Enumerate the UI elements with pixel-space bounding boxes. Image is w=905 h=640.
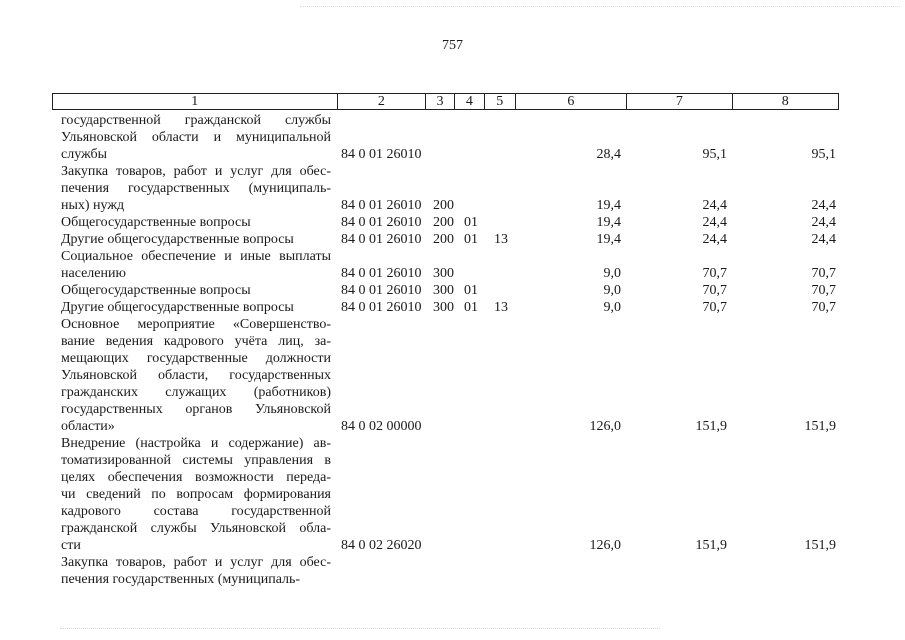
row-col-5: 13 [494, 300, 508, 315]
table-row [0, 214, 905, 231]
scan-noise-bottom [60, 628, 660, 629]
description-line: службы [61, 147, 108, 162]
description-line: государственной гражданской службы [61, 113, 331, 128]
header-col-2: 2 [338, 94, 427, 109]
row-col-3: 200 [433, 232, 454, 247]
table-row [0, 248, 905, 282]
description-line: государственных органов Ульяновской [61, 402, 331, 417]
row-description [61, 299, 331, 316]
row-description [61, 163, 331, 214]
row-value-6: 9,0 [603, 283, 621, 298]
description-line: целях обеспечения возможности переда- [61, 470, 331, 485]
table-row [0, 112, 905, 163]
row-col-4: 01 [464, 215, 478, 230]
description-line: Общегосударственные вопросы [61, 283, 251, 298]
row-description [61, 435, 331, 554]
description-line: Социальное обеспечение и иные выплаты [61, 249, 331, 264]
header-col-4: 4 [455, 94, 485, 109]
row-value-6: 28,4 [596, 147, 621, 162]
row-code: 84 0 01 26010 [341, 283, 422, 298]
header-col-1: 1 [53, 94, 338, 109]
table-row [0, 554, 905, 588]
page-number: 757 [442, 38, 463, 53]
description-line: Внедрение (настройка и содержание) ав- [61, 436, 331, 451]
row-description [61, 112, 331, 163]
row-col-3: 300 [433, 266, 454, 281]
row-value-6: 19,4 [596, 232, 621, 247]
row-value-6: 19,4 [596, 215, 621, 230]
description-line: гражданской службы Ульяновской обла- [61, 521, 331, 536]
row-value-8: 95,1 [811, 147, 836, 162]
row-value-7: 24,4 [702, 232, 727, 247]
row-code: 84 0 01 26010 [341, 232, 422, 247]
row-code: 84 0 01 26010 [341, 266, 422, 281]
description-line: населению [61, 266, 126, 281]
row-value-6: 126,0 [589, 419, 621, 434]
table-body [0, 112, 905, 588]
row-value-8: 151,9 [804, 419, 836, 434]
row-value-7: 24,4 [702, 198, 727, 213]
row-code: 84 0 01 26010 [341, 198, 422, 213]
description-line: Общегосударственные вопросы [61, 215, 251, 230]
row-description [61, 248, 331, 282]
table-row [0, 299, 905, 316]
row-value-7: 95,1 [702, 147, 727, 162]
row-value-7: 24,4 [702, 215, 727, 230]
row-description [61, 231, 331, 248]
row-col-4: 01 [464, 300, 478, 315]
row-description [61, 316, 331, 435]
header-col-8: 8 [781, 94, 789, 109]
table-row [0, 316, 905, 435]
description-line: области» [61, 419, 115, 434]
table-row [0, 231, 905, 248]
description-line: гражданских служащих (работников) [61, 385, 331, 400]
description-line: Закупка товаров, работ и услуг для обес- [61, 555, 331, 570]
description-line: томатизированной системы управления в [61, 453, 331, 468]
description-line: Ульяновской области и муниципальной [61, 130, 331, 145]
row-value-8: 24,4 [811, 215, 836, 230]
row-col-3: 200 [433, 215, 454, 230]
row-code: 84 0 02 26020 [341, 538, 422, 553]
header-col-5: 5 [485, 94, 516, 109]
description-line: чи сведений по вопросам формирования [61, 487, 331, 502]
row-value-8: 151,9 [804, 538, 836, 553]
table-row [0, 163, 905, 214]
row-value-6: 9,0 [603, 266, 621, 281]
row-code: 84 0 01 26010 [341, 147, 422, 162]
row-value-7: 70,7 [702, 300, 727, 315]
table-row [0, 282, 905, 299]
description-line: Закупка товаров, работ и услуг для обес- [61, 164, 331, 179]
row-value-7: 70,7 [702, 283, 727, 298]
description-line: кадрового состава государственной [61, 504, 331, 519]
row-col-4: 01 [464, 283, 478, 298]
description-line: вание ведения кадрового учёта лиц, за- [61, 334, 331, 349]
description-line: ных) нужд [61, 198, 125, 213]
row-value-8: 70,7 [811, 300, 836, 315]
row-description [61, 554, 331, 588]
scan-noise-top [300, 6, 900, 11]
description-line: сти [61, 538, 81, 553]
header-col-7: 7 [627, 94, 732, 109]
table-header [52, 93, 839, 110]
row-value-6: 126,0 [589, 538, 621, 553]
row-col-3: 300 [433, 283, 454, 298]
row-description [61, 282, 331, 299]
row-description [61, 214, 331, 231]
row-value-6: 9,0 [603, 300, 621, 315]
row-value-7: 70,7 [702, 266, 727, 281]
row-value-8: 70,7 [811, 266, 836, 281]
row-value-8: 24,4 [811, 232, 836, 247]
row-value-7: 151,9 [695, 419, 727, 434]
row-col-4: 01 [464, 232, 478, 247]
description-line: Другие общегосударственные вопросы [61, 300, 294, 315]
description-line: мещающих государственные должности [61, 351, 331, 366]
row-value-8: 24,4 [811, 198, 836, 213]
row-value-8: 70,7 [811, 283, 836, 298]
table-row [0, 435, 905, 554]
header-col-6: 6 [516, 94, 627, 109]
row-code: 84 0 01 26010 [341, 300, 422, 315]
row-value-7: 151,9 [695, 538, 727, 553]
row-col-3: 300 [433, 300, 454, 315]
description-line: печения государственных (муниципаль- [61, 181, 331, 196]
row-value-6: 19,4 [596, 198, 621, 213]
row-col-5: 13 [494, 232, 508, 247]
description-line: Ульяновской области, государственных [61, 368, 331, 383]
header-col-3: 3 [426, 94, 455, 109]
description-line: печения государственных (муниципаль- [61, 572, 301, 587]
row-col-3: 200 [433, 198, 454, 213]
description-line: Другие общегосударственные вопросы [61, 232, 294, 247]
description-line: Основное мероприятие «Совершенство- [61, 317, 331, 332]
row-code: 84 0 02 00000 [341, 419, 422, 434]
row-code: 84 0 01 26010 [341, 215, 422, 230]
